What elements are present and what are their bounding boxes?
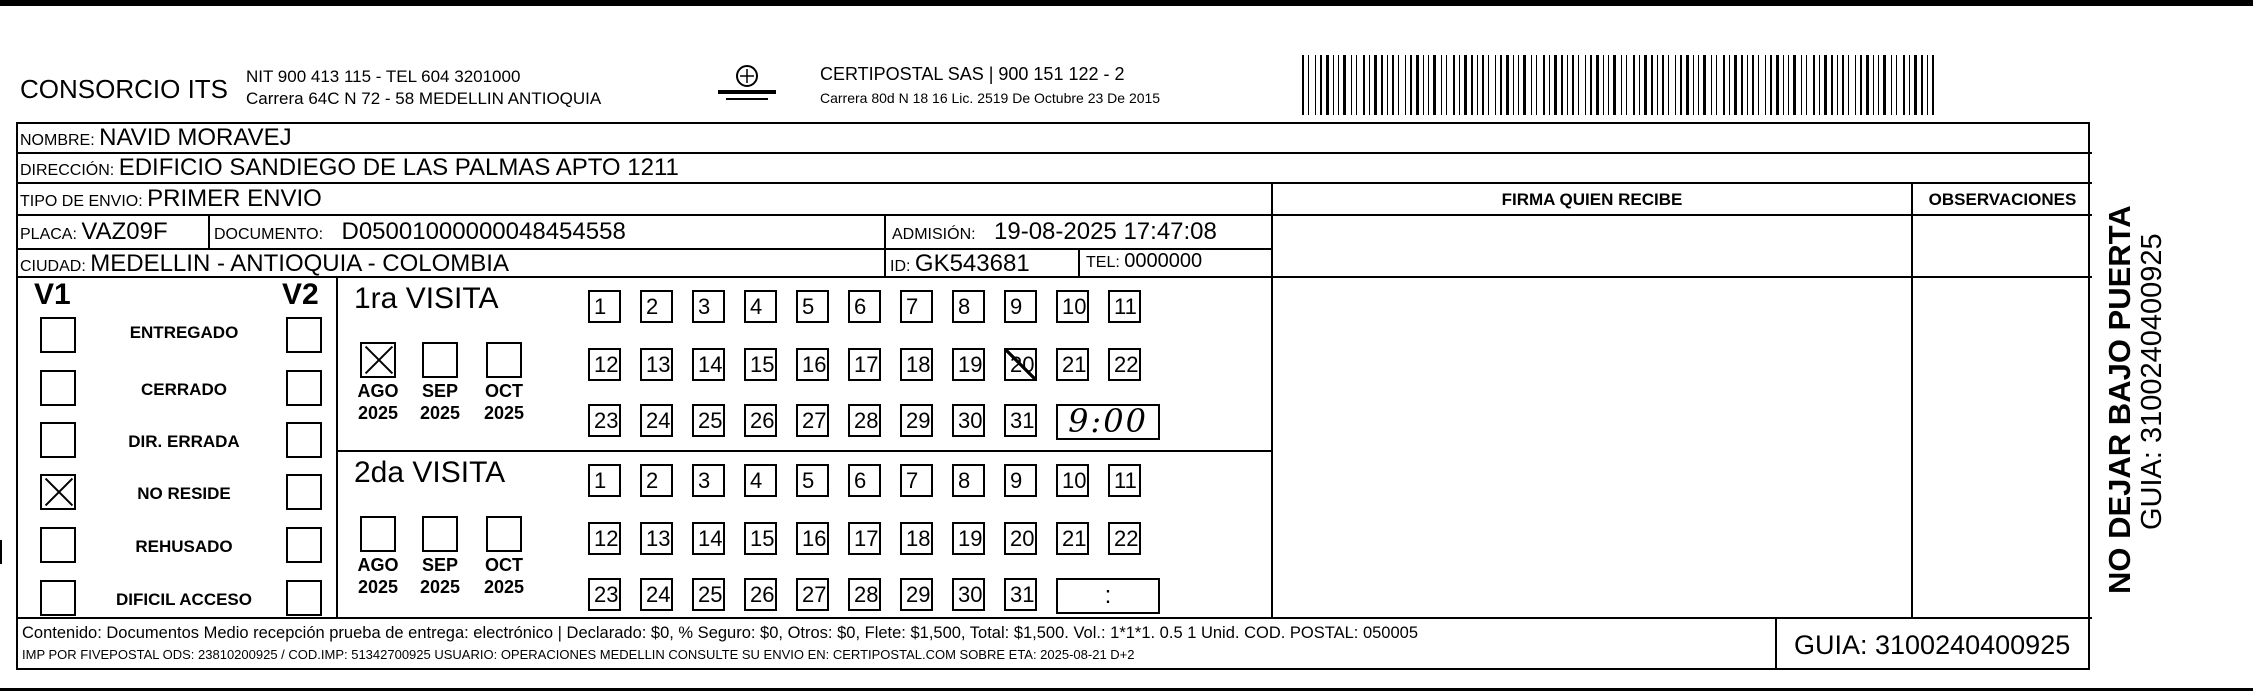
- carrier-address: Carrera 80d N 18 16 Lic. 2519 De Octubre 23 De 2015: [820, 90, 1161, 106]
- observaciones-header: OBSERVACIONES: [1928, 190, 2077, 209]
- day-box[interactable]: 11: [1108, 464, 1141, 497]
- day-box[interactable]: 27: [796, 578, 829, 611]
- admision-label: ADMISIÓN:: [892, 226, 976, 243]
- admision-field: [892, 218, 1217, 246]
- day-box[interactable]: 2: [640, 290, 673, 323]
- day-box[interactable]: 4: [744, 290, 777, 323]
- left-edge-mark: [0, 540, 2, 564]
- tel-field: [1086, 250, 1202, 273]
- v2-checkbox[interactable]: [286, 422, 322, 458]
- month-name: AGO: [357, 381, 399, 401]
- ciudad-field: [20, 250, 509, 278]
- day-box[interactable]: 4: [744, 464, 777, 497]
- day-box[interactable]: 21: [1056, 522, 1089, 555]
- status-label: CERRADO: [141, 380, 227, 399]
- day-box[interactable]: 14: [692, 348, 725, 381]
- day-box[interactable]: 19: [952, 522, 985, 555]
- month-year: 2025: [419, 577, 461, 597]
- day-box[interactable]: 15: [744, 522, 777, 555]
- month-label: [354, 380, 402, 424]
- month-year: 2025: [357, 577, 399, 597]
- day-box[interactable]: 20: [1004, 348, 1037, 381]
- v1-checkbox[interactable]: [40, 370, 76, 406]
- day-box[interactable]: 22: [1108, 522, 1141, 555]
- status-label: REHUSADO: [135, 537, 233, 556]
- day-box[interactable]: 28: [848, 404, 881, 437]
- company-address: Carrera 64C N 72 - 58 MEDELLIN ANTIOQUIA: [246, 89, 602, 108]
- placa-label: PLACA:: [20, 226, 77, 243]
- day-box[interactable]: 31: [1004, 578, 1037, 611]
- row-divider: [18, 214, 1271, 216]
- side-guia: GUIA: 3100240400925: [2136, 233, 2168, 530]
- admision-value: 19-08-2025 17:47:08: [994, 218, 1217, 245]
- day-box[interactable]: 18: [900, 348, 933, 381]
- company-name: CONSORCIO ITS: [20, 74, 229, 104]
- day-box[interactable]: 12: [588, 348, 621, 381]
- day-box[interactable]: 29: [900, 578, 933, 611]
- top-border: [0, 0, 2253, 6]
- ciudad-value: MEDELLIN - ANTIOQUIA - COLOMBIA: [90, 250, 509, 277]
- day-box[interactable]: 31: [1004, 404, 1037, 437]
- day-box[interactable]: 6: [848, 290, 881, 323]
- month-year: 2025: [483, 403, 525, 423]
- direccion-value: EDIFICIO SANDIEGO DE LAS PALMAS APTO 1211: [118, 154, 679, 181]
- firma-header: FIRMA QUIEN RECIBE: [1501, 190, 1683, 209]
- day-box[interactable]: 21: [1056, 348, 1089, 381]
- nombre-value: NAVID MORAVEJ: [99, 124, 292, 151]
- barcode-icon: [1302, 55, 1935, 115]
- v2-checkbox[interactable]: [286, 527, 322, 563]
- day-box[interactable]: 5: [796, 290, 829, 323]
- v1-checkbox[interactable]: [40, 527, 76, 563]
- col-divider: [336, 276, 338, 617]
- status-label: DIR. ERRADA: [128, 432, 240, 451]
- direccion-label: DIRECCIÓN:: [20, 162, 115, 179]
- day-box[interactable]: 22: [1108, 348, 1141, 381]
- company-nit: NIT 900 413 115 - TEL 604 3201000: [246, 67, 521, 86]
- row-divider: [18, 182, 2092, 184]
- col-divider: [1271, 182, 1273, 617]
- row-divider: [18, 617, 2092, 619]
- day-box[interactable]: 19: [952, 348, 985, 381]
- month-name: SEP: [421, 555, 459, 575]
- day-box[interactable]: 23: [588, 578, 621, 611]
- visit-time-box[interactable]: 9:00: [1056, 404, 1160, 440]
- month-year: 2025: [357, 403, 399, 423]
- footer-imprint: IMP POR FIVEPOSTAL ODS: 23810200925 / COD.IMP: 51342700925 USUARIO: OPERACIONES MEDELLIN CONSULTE SU ENVIO EN: CERTIPOSTAL.COM SOBRE ETA: 2025-08-21 D+2: [22, 647, 1135, 662]
- id-field: [890, 250, 1030, 278]
- tel-label: TEL:: [1086, 254, 1120, 271]
- month-checkbox[interactable]: [422, 342, 458, 378]
- day-box[interactable]: 7: [900, 464, 933, 497]
- day-box[interactable]: 13: [640, 522, 673, 555]
- placa-value: VAZ09F: [81, 218, 168, 245]
- day-box[interactable]: 23: [588, 404, 621, 437]
- day-box[interactable]: 30: [952, 404, 985, 437]
- day-box[interactable]: 16: [796, 522, 829, 555]
- day-box[interactable]: 26: [744, 578, 777, 611]
- month-name: SEP: [421, 381, 459, 401]
- bottom-border: [0, 688, 2253, 691]
- month-label: [416, 380, 464, 424]
- v1-checkbox[interactable]: [40, 317, 76, 353]
- v2-checkbox[interactable]: [286, 317, 322, 353]
- v1-header: V1: [34, 278, 71, 311]
- tipo-envio-value: PRIMER ENVIO: [147, 185, 322, 212]
- documento-field: [214, 218, 626, 246]
- day-box[interactable]: 15: [744, 348, 777, 381]
- day-box[interactable]: 8: [952, 464, 985, 497]
- day-box[interactable]: 14: [692, 522, 725, 555]
- month-name: AGO: [357, 555, 399, 575]
- status-label: NO RESIDE: [137, 484, 231, 503]
- day-box[interactable]: 30: [952, 578, 985, 611]
- day-box[interactable]: 1: [588, 290, 621, 323]
- day-box[interactable]: 27: [796, 404, 829, 437]
- documento-value: D05001000000048454558: [341, 218, 626, 245]
- day-box[interactable]: 8: [952, 290, 985, 323]
- status-label: DIFICIL ACCESO: [115, 590, 252, 609]
- footer-contents: Contenido: Documentos Medio recepción prueba de entrega: electrónico | Declarado: $0, % Seguro: $0, Otros: $0, Flete: $1,500, Total: $1,500. Vol.: 1*1*1. 0.5 1 Unid. COD. POSTAL: 050005: [22, 624, 1419, 642]
- month-checkbox[interactable]: [486, 342, 522, 378]
- day-box[interactable]: 16: [796, 348, 829, 381]
- day-box[interactable]: 24: [640, 404, 673, 437]
- day-box[interactable]: 29: [900, 404, 933, 437]
- day-box[interactable]: 17: [848, 522, 881, 555]
- col-divider: [208, 214, 210, 248]
- day-box[interactable]: 25: [692, 404, 725, 437]
- day-box[interactable]: 10: [1056, 290, 1089, 323]
- side-warning: NO DEJAR BAJO PUERTA: [2102, 205, 2137, 594]
- certipostal-logo-icon: [712, 62, 782, 108]
- day-box[interactable]: 3: [692, 290, 725, 323]
- nombre-label: NOMBRE:: [20, 132, 95, 149]
- id-value: GK543681: [914, 250, 1030, 277]
- month-label: [416, 554, 464, 598]
- day-box[interactable]: 3: [692, 464, 725, 497]
- month-year: 2025: [419, 403, 461, 423]
- visit-time-box[interactable]: :: [1056, 578, 1160, 614]
- carrier-name: CERTIPOSTAL SAS | 900 151 122 - 2: [820, 64, 1125, 84]
- month-label: [480, 554, 528, 598]
- day-box[interactable]: 25: [692, 578, 725, 611]
- delivery-form: [16, 122, 2090, 670]
- day-box[interactable]: 18: [900, 522, 933, 555]
- nombre-field: [20, 124, 292, 152]
- tipo-envio-label: TIPO DE ENVIO:: [20, 193, 143, 210]
- ciudad-label: CIUDAD:: [20, 258, 86, 275]
- footer-guia: GUIA: 3100240400925: [1794, 630, 2071, 660]
- month-checkbox[interactable]: [360, 516, 396, 552]
- day-box[interactable]: 1: [588, 464, 621, 497]
- v1-checkbox[interactable]: [40, 580, 76, 616]
- day-box[interactable]: 11: [1108, 290, 1141, 323]
- day-box[interactable]: 2: [640, 464, 673, 497]
- col-header-divider: [1271, 214, 2092, 216]
- v1-checkbox[interactable]: [40, 474, 76, 510]
- v2-checkbox[interactable]: [286, 580, 322, 616]
- day-box[interactable]: 5: [796, 464, 829, 497]
- month-checkbox[interactable]: [360, 342, 396, 378]
- day-box[interactable]: 17: [848, 348, 881, 381]
- tel-value: 0000000: [1124, 250, 1203, 272]
- day-box[interactable]: 6: [848, 464, 881, 497]
- col-divider: [1775, 617, 1777, 668]
- status-label: ENTREGADO: [129, 323, 239, 342]
- month-checkbox[interactable]: [486, 516, 522, 552]
- day-box[interactable]: 28: [848, 578, 881, 611]
- v1-checkbox[interactable]: [40, 422, 76, 458]
- v2-checkbox[interactable]: [286, 474, 322, 510]
- documento-label: DOCUMENTO:: [214, 226, 324, 243]
- v2-checkbox[interactable]: [286, 370, 322, 406]
- month-name: OCT: [485, 555, 523, 575]
- visit-title: 2da VISITA: [354, 456, 506, 489]
- month-name: OCT: [485, 381, 523, 401]
- month-checkbox[interactable]: [422, 516, 458, 552]
- direccion-field: [20, 154, 679, 182]
- col-divider: [1078, 248, 1080, 276]
- placa-field: [20, 218, 168, 246]
- day-box[interactable]: 9: [1004, 290, 1037, 323]
- day-box[interactable]: 13: [640, 348, 673, 381]
- visit-title: 1ra VISITA: [354, 282, 499, 315]
- v2-header: V2: [282, 278, 319, 311]
- col-divider: [884, 214, 886, 276]
- day-box[interactable]: 12: [588, 522, 621, 555]
- day-box[interactable]: 9: [1004, 464, 1037, 497]
- month-label: [354, 554, 402, 598]
- day-box[interactable]: 20: [1004, 522, 1037, 555]
- tipo-envio-field: [20, 185, 322, 213]
- col-divider: [1911, 182, 1913, 617]
- row-divider: [336, 450, 1271, 452]
- day-box[interactable]: 26: [744, 404, 777, 437]
- id-label: ID:: [890, 258, 911, 275]
- day-box[interactable]: 24: [640, 578, 673, 611]
- month-label: [480, 380, 528, 424]
- month-year: 2025: [483, 577, 525, 597]
- day-box[interactable]: 10: [1056, 464, 1089, 497]
- day-box[interactable]: 7: [900, 290, 933, 323]
